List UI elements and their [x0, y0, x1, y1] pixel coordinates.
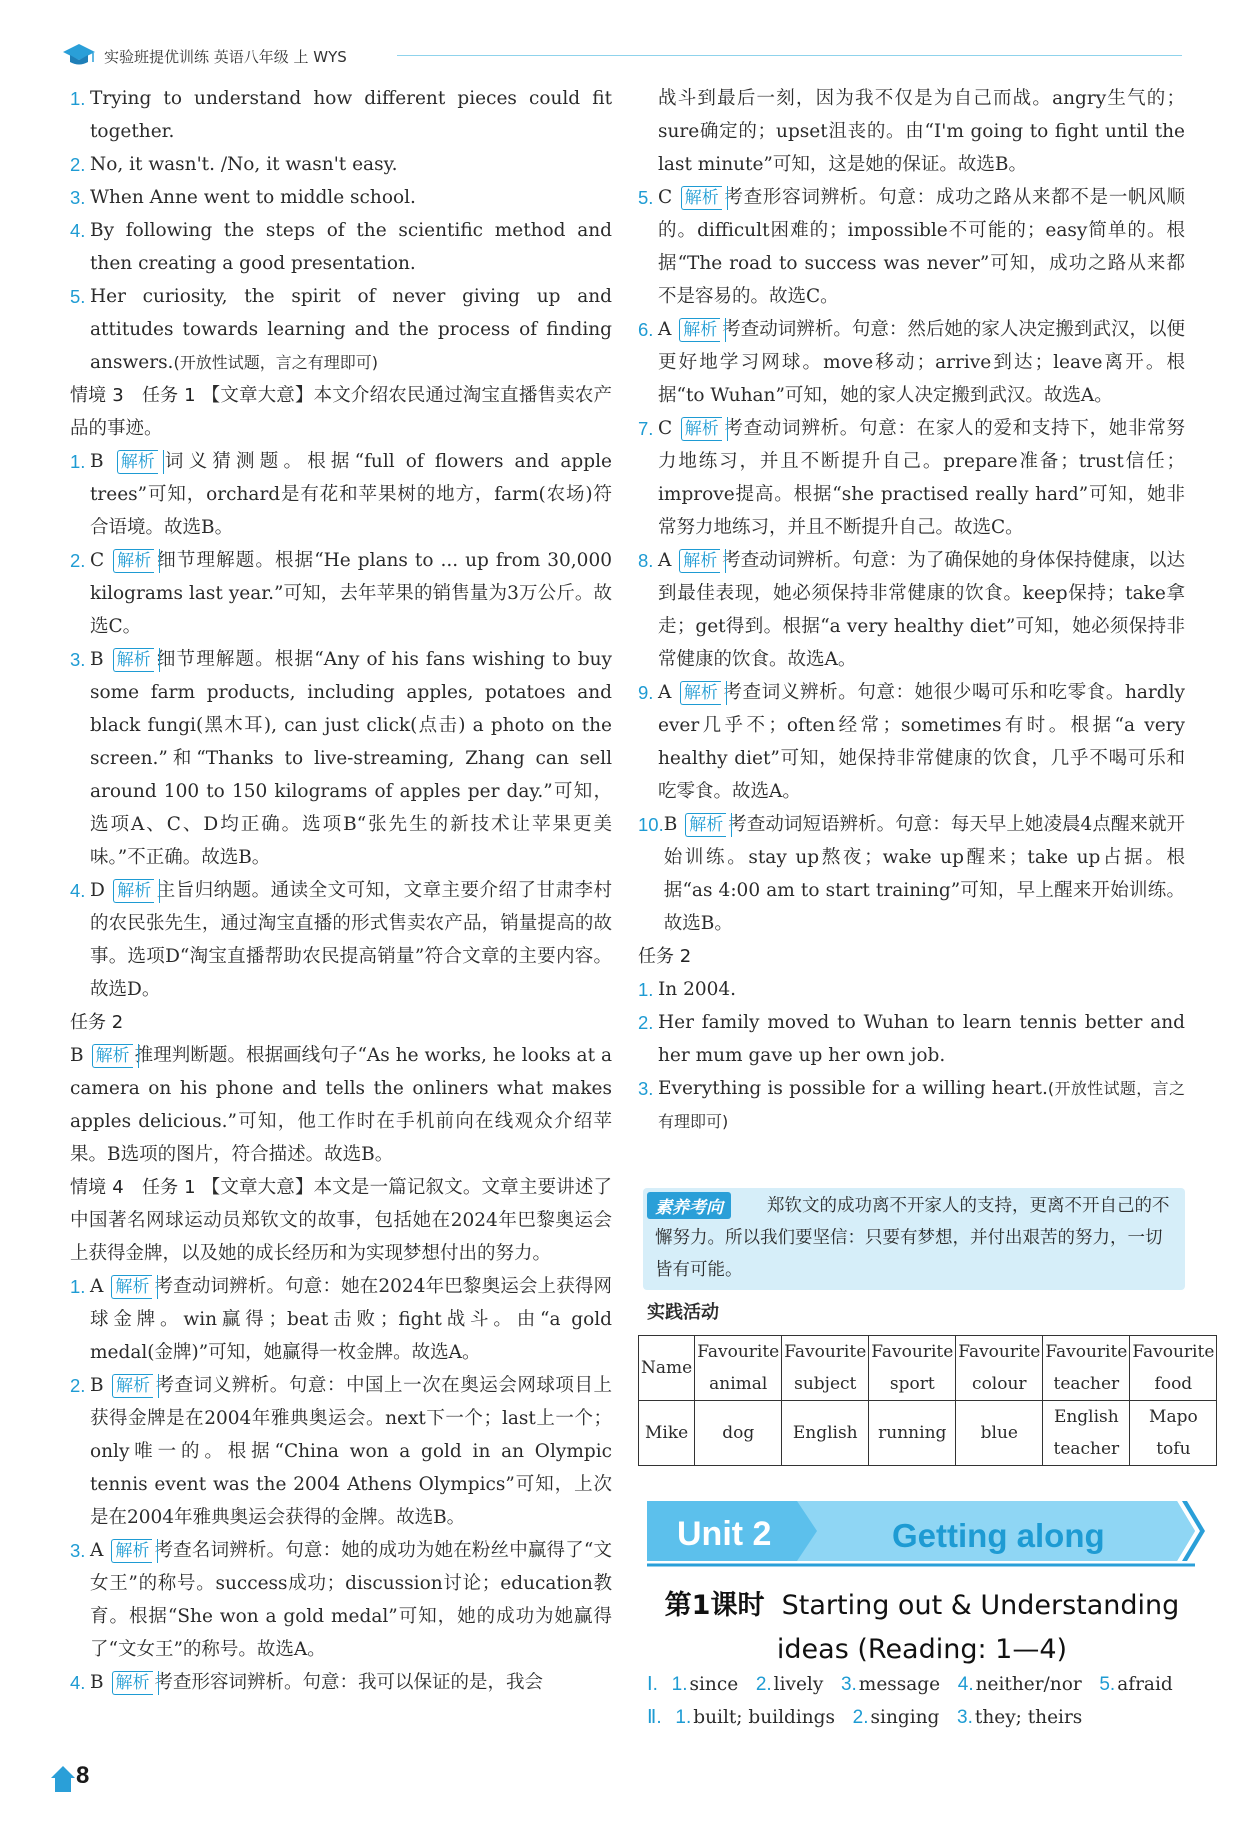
literacy-text: 郑钦文的成功离不开家人的支持，更离不开自己的不懈努力。所以我们要坚信：只要有梦想，并付出艰苦的努力，一切皆有可能。: [655, 1196, 1170, 1280]
answer-line: Ⅱ. 1. built; buildings 2. singing 3. they; theirs: [647, 1707, 1083, 1728]
task-2-explanation: B 解析 推理判断题。根据画线句子“As he works, he looks at a camera on his phone and tells the onliners what makes apples delicious.”可知，他工作时在手机前向在线观众介绍苹果。B选项的图片，符合描述。故选B。: [70, 1045, 612, 1165]
table-cell: Favourite subject: [782, 1336, 869, 1401]
continued-explanation: 战斗到最后一刻，因为我不仅是为自己而战。angry生气的；sure确定的；upset沮丧的。由“I'm going to fight until the last minute”可知，这是她的保证。故选B。: [658, 88, 1185, 175]
answer-item: 1. In 2004.: [638, 979, 737, 1000]
page-header: [62, 40, 1182, 70]
analysis-tag: 解析: [685, 813, 726, 837]
answer-item: 2. No, it wasn't. /No, it wasn't easy.: [70, 154, 398, 175]
practice-table: [638, 1335, 1217, 1466]
explanation-item: 9. A 解析 考查词义辨析。句意：她很少喝可乐和吃零食。hardly ever几乎不；often经常；sometimes有时。根据“a very healthy diet”可知，她保持非常健康的饮食，几乎不喝可乐和吃零食。故选A。: [638, 682, 1185, 802]
analysis-tag: 解析: [113, 549, 154, 573]
answer-item: 2. Her family moved to Wuhan to learn tennis better and her mum gave up her own job.: [638, 1012, 1185, 1066]
task-2-heading: 任务 2: [638, 946, 692, 967]
table-cell: running: [869, 1401, 956, 1466]
table-cell: Favourite sport: [869, 1336, 956, 1401]
explanation-item: 8. A 解析 考查动词辨析。句意：为了确保她的身体保持健康，以达到最佳表现，她必须保持非常健康的饮食。keep保持；take拿走；get得到。根据“a very healthy diet”可知，她必须保持非常健康的饮食。故选A。: [638, 550, 1185, 670]
header-title: 实验班提优训练 英语八年级 上 WYS: [104, 48, 347, 66]
analysis-tag: 解析: [111, 1275, 152, 1299]
analysis-tag: 解析: [92, 1044, 133, 1068]
table-header-row: [639, 1336, 1217, 1401]
table-cell: Mapo tofu: [1130, 1401, 1217, 1466]
analysis-tag: 解析: [112, 1671, 153, 1695]
right-column: [638, 82, 1185, 1138]
analysis-tag: 解析: [113, 879, 154, 903]
analysis-tag: 解析: [111, 1539, 152, 1563]
answer-item: 4. By following the steps of the scientific method and then creating a good presentation.: [70, 220, 612, 274]
unit-title: Getting along: [892, 1517, 1105, 1554]
lesson-title: 第1课时 Starting out & Understanding ideas (Reading: 1—4): [664, 1590, 1180, 1665]
vocab-answers: [647, 1668, 1173, 1734]
analysis-tag: 解析: [681, 186, 722, 210]
section-4-summary: 情境 4 任务 1 【文章大意】本文是一篇记叙文。文章主要讲述了中国著名网球运动员郑钦文的故事，包括她在2024年巴黎奥运会上获得金牌，以及她的成长经历和为实现梦想付出的努力。: [70, 1177, 612, 1264]
table-cell: English teacher: [1043, 1401, 1130, 1466]
explanation-item: 1. B 解析 词义猜测题。根据“full of flowers and apple trees”可知，orchard是有花和苹果树的地方，farm(农场)符合语境。故选B。: [70, 451, 612, 538]
table-cell: English: [782, 1401, 869, 1466]
table-cell: blue: [956, 1401, 1043, 1466]
task-2-heading: 任务 2: [70, 1012, 124, 1033]
answer-item: 3. When Anne went to middle school.: [70, 187, 416, 208]
table-cell: Mike: [639, 1401, 695, 1466]
page-number: 8: [50, 1758, 110, 1794]
answer-item: 3. Everything is possible for a willing heart.(开放性试题，言之有理即可): [638, 1078, 1185, 1131]
explanation-item: 1. A 解析 考查动词辨析。句意：她在2024年巴黎奥运会上获得网球金牌。win赢得；beat击败；fight战斗。由“a gold medal(金牌)”可知，她赢得一枚金牌。故选A。: [70, 1276, 612, 1363]
house-icon: [50, 1764, 76, 1794]
left-column: [70, 82, 612, 1699]
analysis-tag: 解析: [112, 1374, 153, 1398]
section-3-summary: 情境 3 任务 1 【文章大意】本文介绍农民通过淘宝直播售卖农产品的事迹。: [70, 385, 612, 439]
table-row: [639, 1401, 1217, 1466]
explanation-item: 3. B 解析 细节理解题。根据“Any of his fans wishing to buy some farm products, including apples, potatoes and black fungi(黑木耳), can just click(点击) a photo on the screen.”和“Thanks to live-streaming, Zhang can sell around 100 to 150 kilograms of apples per day.”可知，选项A、C、D均正确。选项B“张先生的新技术让苹果更美味。”不正确。故选B。: [70, 649, 612, 868]
table-cell: Favourite animal: [695, 1336, 782, 1401]
table-cell: Favourite teacher: [1043, 1336, 1130, 1401]
literacy-box: [643, 1188, 1185, 1290]
header-rule: [397, 55, 1182, 56]
unit-label: Unit 2: [677, 1515, 772, 1553]
answer-item: 1. Trying to understand how different pieces could fit together.: [70, 88, 612, 142]
analysis-tag: 解析: [680, 681, 721, 705]
explanation-item: 6. A 解析 考查动词辨析。句意：然后她的家人决定搬到武汉，以便更好地学习网球。move移动；arrive到达；leave离开。根据“to Wuhan”可知，她的家人决定搬到武汉。故选A。: [638, 319, 1185, 406]
explanation-item: 10. B 解析 考查动词短语辨析。句意：每天早上她凌晨4点醒来就开始训练。stay up熬夜；wake up醒来；take up占据。根据“as 4:00 am to start training”可知，早上醒来开始训练。故选B。: [638, 814, 1185, 934]
answer-line: Ⅰ. 1. since 2. lively 3. message 4. neither/nor 5. afraid: [647, 1674, 1173, 1695]
table-cell: Favourite colour: [956, 1336, 1043, 1401]
analysis-tag: 解析: [681, 417, 722, 441]
graduation-cap-icon: [62, 42, 96, 68]
explanation-item: 4. B 解析 考查形容词辨析。句意：我可以保证的是，我会: [70, 1672, 544, 1693]
analysis-tag: 解析: [117, 450, 158, 474]
explanation-item: 5. C 解析 考查形容词辨析。句意：成功之路从来都不是一帆风顺的。difficult困难的；impossible不可能的；easy简单的。根据“The road to success was never”可知，成功之路从来都不是容易的。故选C。: [638, 187, 1185, 307]
answer-item: 5. Her curiosity, the spirit of never giving up and attitudes towards learning and the process of finding answers.(开放性试题，言之有理即可): [70, 286, 612, 373]
table-cell: Favourite food: [1130, 1336, 1217, 1401]
explanation-item: 4. D 解析 主旨归纳题。通读全文可知，文章主要介绍了甘肃李村的农民张先生，通过淘宝直播的形式售卖农产品，销量提高的故事。选项D“淘宝直播帮助农民提高销量”符合文章的主要内容。故选D。: [70, 880, 612, 1000]
analysis-tag: 解析: [679, 549, 720, 573]
unit-banner: [647, 1495, 1207, 1567]
table-cell: dog: [695, 1401, 782, 1466]
explanation-item: 2. C 解析 细节理解题。根据“He plans to ... up from 30,000 kilograms last year.”可知，去年苹果的销售量为3万公斤。故选C。: [70, 550, 612, 637]
table-cell: Name: [639, 1336, 695, 1401]
analysis-tag: 解析: [679, 318, 720, 342]
explanation-item: 3. A 解析 考查名词辨析。句意：她的成功为她在粉丝中赢得了“文女王”的称号。success成功；discussion讨论；education教育。根据“She won a gold medal”可知，她的成功为她赢得了“文女王”的称号。故选A。: [70, 1540, 612, 1660]
analysis-tag: 解析: [113, 648, 154, 672]
explanation-item: 7. C 解析 考查动词辨析。句意：在家人的爱和支持下，她非常努力地练习，并且不断提升自己。prepare准备；trust信任；improve提高。根据“she practised really hard”可知，她非常努力地练习，并且不断提升自己。故选C。: [638, 418, 1185, 538]
explanation-item: 2. B 解析 考查词义辨析。句意：中国上一次在奥运会网球项目上获得金牌是在2004年雅典奥运会。next下一个；last上一个；only唯一的。根据“China won a gold in an Olympic tennis event was the 2004 Athens Olympics”可知，上次是在2004年雅典奥运会获得的金牌。故选B。: [70, 1375, 612, 1528]
literacy-label: 素养考向: [647, 1192, 731, 1219]
practice-title: 实践活动: [647, 1302, 719, 1323]
